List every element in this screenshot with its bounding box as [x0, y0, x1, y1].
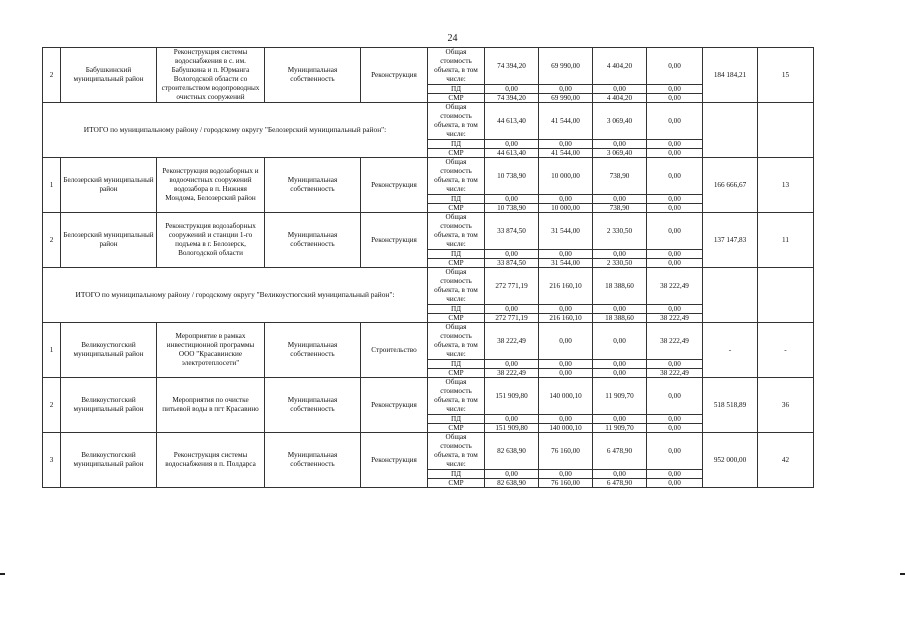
total-cost-cell: 33 874,50 [485, 213, 539, 250]
district-cell: Белозерский муниципальный район [61, 158, 157, 213]
other-funds-cell: 38 222,49 [647, 314, 703, 323]
other-funds-cell: 0,00 [647, 103, 703, 140]
district-cell: Бабушкинский муниципальный район [61, 48, 157, 103]
regional-funds-cell: 0,00 [593, 140, 647, 149]
total-cost-cell: 0,00 [485, 470, 539, 479]
regional-funds-cell: 0,00 [593, 195, 647, 204]
edge-mark [0, 573, 5, 575]
total-cost-cell: 82 638,90 [485, 433, 539, 470]
table-row [43, 48, 870, 85]
total-cost-cell: 0,00 [485, 195, 539, 204]
edge-mark [900, 573, 905, 575]
ownership-cell: Муниципальная собственность [265, 323, 361, 378]
empty-cell [703, 268, 758, 323]
regional-funds-cell: 0,00 [593, 85, 647, 94]
other-funds-cell: 0,00 [647, 213, 703, 250]
capacity-cell: - [703, 323, 758, 378]
ownership-cell: Муниципальная собственность [265, 158, 361, 213]
federal-funds-cell: 41 544,00 [539, 149, 593, 158]
total-cost-cell: 0,00 [485, 85, 539, 94]
total-cost-cell: 0,00 [485, 140, 539, 149]
federal-funds-cell: 0,00 [539, 140, 593, 149]
total-cost-cell: 272 771,19 [485, 314, 539, 323]
regional-funds-cell: 0,00 [593, 323, 647, 360]
cost-label-cell: Общая стоимость объекта, в том числе: [428, 323, 485, 360]
total-row [43, 103, 870, 140]
total-cost-cell: 10 738,90 [485, 204, 539, 213]
cost-label-cell: СМР [428, 204, 485, 213]
total-cost-cell: 74 394,20 [485, 94, 539, 103]
other-funds-cell: 0,00 [647, 433, 703, 470]
regional-funds-cell: 4 404,20 [593, 94, 647, 103]
capacity-cell: 166 666,67 [703, 158, 758, 213]
table-row [43, 323, 870, 360]
federal-funds-cell: 216 160,10 [539, 314, 593, 323]
total-cost-cell: 0,00 [485, 415, 539, 424]
federal-funds-cell: 0,00 [539, 195, 593, 204]
project-name-cell: Реконструкция водозаборных сооружений и станции 1-го подъема в г. Белозерск, Вологодской области [157, 213, 265, 268]
row-number: 1 [43, 158, 61, 213]
total-cost-cell: 0,00 [485, 305, 539, 314]
federal-funds-cell: 10 000,00 [539, 158, 593, 195]
project-name-cell: Мероприятие в рамках инвестиционной программы ООО "Красавинские электротеплосети" [157, 323, 265, 378]
federal-funds-cell: 31 544,00 [539, 259, 593, 268]
other-funds-cell: 0,00 [647, 250, 703, 259]
cost-label-cell: Общая стоимость объекта, в том числе: [428, 213, 485, 250]
table-row [43, 158, 870, 195]
federal-funds-cell: 140 000,10 [539, 378, 593, 415]
row-number: 1 [43, 323, 61, 378]
other-funds-cell: 0,00 [647, 305, 703, 314]
cost-label-cell: ПД [428, 195, 485, 204]
federal-funds-cell: 0,00 [539, 470, 593, 479]
project-name-cell: Мероприятия по очистке питьевой воды в пгт Красавино [157, 378, 265, 433]
total-cost-cell: 0,00 [485, 360, 539, 369]
cost-label-cell: Общая стоимость объекта, в том числе: [428, 433, 485, 470]
cost-label-cell: СМР [428, 479, 485, 488]
cost-label-cell: СМР [428, 259, 485, 268]
federal-funds-cell: 140 000,10 [539, 424, 593, 433]
regional-funds-cell: 0,00 [593, 250, 647, 259]
cost-label-cell: ПД [428, 470, 485, 479]
capacity-cell: 137 147,83 [703, 213, 758, 268]
regional-funds-cell: 738,90 [593, 158, 647, 195]
indicator-cell: 42 [758, 433, 814, 488]
project-name-cell: Реконструкция системы водоснабжения в п. Полдарса [157, 433, 265, 488]
regional-funds-cell: 0,00 [593, 415, 647, 424]
ownership-cell: Муниципальная собственность [265, 378, 361, 433]
empty-cell [703, 103, 758, 158]
other-funds-cell: 38 222,49 [647, 268, 703, 305]
total-row [43, 268, 870, 305]
itogo-label: ИТОГО по муниципальному району / городскому округу "Великоустюгский муниципальный район": [43, 268, 428, 323]
project-name-cell: Реконструкция системы водоснабжения в с. им. Бабушкина и п. Юрманга Вологодской области со строительством водопроводных очистных сооружений [157, 48, 265, 103]
other-funds-cell: 0,00 [647, 149, 703, 158]
investment-table [42, 47, 870, 488]
federal-funds-cell: 0,00 [539, 369, 593, 378]
other-funds-cell: 0,00 [647, 158, 703, 195]
row-number: 2 [43, 48, 61, 103]
other-funds-cell: 0,00 [647, 204, 703, 213]
other-funds-cell: 0,00 [647, 479, 703, 488]
cost-label-cell: ПД [428, 140, 485, 149]
cost-label-cell: Общая стоимость объекта, в том числе: [428, 48, 485, 85]
federal-funds-cell: 69 990,00 [539, 94, 593, 103]
cost-label-cell: ПД [428, 85, 485, 94]
cost-label-cell: СМР [428, 94, 485, 103]
other-funds-cell: 38 222,49 [647, 323, 703, 360]
total-cost-cell: 10 738,90 [485, 158, 539, 195]
other-funds-cell: 0,00 [647, 360, 703, 369]
total-cost-cell: 82 638,90 [485, 479, 539, 488]
capacity-cell: 518 518,89 [703, 378, 758, 433]
row-number: 2 [43, 378, 61, 433]
ownership-cell: Муниципальная собственность [265, 433, 361, 488]
table-row [43, 213, 870, 250]
indicator-cell: 11 [758, 213, 814, 268]
federal-funds-cell: 0,00 [539, 305, 593, 314]
capacity-cell: 184 184,21 [703, 48, 758, 103]
cost-label-cell: ПД [428, 360, 485, 369]
cost-label-cell: Общая стоимость объекта, в том числе: [428, 103, 485, 140]
district-cell: Великоустюгский муниципальный район [61, 323, 157, 378]
district-cell: Великоустюгский муниципальный район [61, 433, 157, 488]
federal-funds-cell: 0,00 [539, 360, 593, 369]
project-name-cell: Реконструкция водозаборных и водоочистных сооружений водозабора в п. Нижняя Мондома, Белозерский район [157, 158, 265, 213]
other-funds-cell: 0,00 [647, 48, 703, 85]
federal-funds-cell: 76 160,00 [539, 479, 593, 488]
regional-funds-cell: 2 330,50 [593, 213, 647, 250]
other-funds-cell: 0,00 [647, 140, 703, 149]
cost-label-cell: СМР [428, 149, 485, 158]
federal-funds-cell: 41 544,00 [539, 103, 593, 140]
table-row [43, 378, 870, 415]
itogo-label: ИТОГО по муниципальному району / городскому округу "Белозерский муниципальный район": [43, 103, 428, 158]
federal-funds-cell: 76 160,00 [539, 433, 593, 470]
regional-funds-cell: 0,00 [593, 470, 647, 479]
empty-cell [758, 268, 814, 323]
regional-funds-cell: 0,00 [593, 305, 647, 314]
work-type-cell: Реконструкция [361, 433, 428, 488]
cost-label-cell: Общая стоимость объекта, в том числе: [428, 268, 485, 305]
regional-funds-cell: 3 069,40 [593, 149, 647, 158]
page-number: 24 [447, 33, 458, 44]
total-cost-cell: 151 909,80 [485, 424, 539, 433]
work-type-cell: Реконструкция [361, 158, 428, 213]
regional-funds-cell: 18 388,60 [593, 268, 647, 305]
other-funds-cell: 0,00 [647, 195, 703, 204]
other-funds-cell: 0,00 [647, 259, 703, 268]
other-funds-cell: 0,00 [647, 85, 703, 94]
row-number: 2 [43, 213, 61, 268]
other-funds-cell: 0,00 [647, 94, 703, 103]
regional-funds-cell: 3 069,40 [593, 103, 647, 140]
regional-funds-cell: 11 909,70 [593, 424, 647, 433]
cost-label-cell: СМР [428, 424, 485, 433]
federal-funds-cell: 69 990,00 [539, 48, 593, 85]
regional-funds-cell: 4 404,20 [593, 48, 647, 85]
federal-funds-cell: 0,00 [539, 85, 593, 94]
total-cost-cell: 272 771,19 [485, 268, 539, 305]
regional-funds-cell: 2 330,50 [593, 259, 647, 268]
indicator-cell: 13 [758, 158, 814, 213]
federal-funds-cell: 31 544,00 [539, 213, 593, 250]
table-row [43, 433, 870, 470]
other-funds-cell: 0,00 [647, 470, 703, 479]
empty-cell [758, 103, 814, 158]
work-type-cell: Реконструкция [361, 48, 428, 103]
total-cost-cell: 0,00 [485, 250, 539, 259]
district-cell: Белозерский муниципальный район [61, 213, 157, 268]
work-type-cell: Строительство [361, 323, 428, 378]
total-cost-cell: 44 613,40 [485, 149, 539, 158]
total-cost-cell: 74 394,20 [485, 48, 539, 85]
total-cost-cell: 44 613,40 [485, 103, 539, 140]
federal-funds-cell: 216 160,10 [539, 268, 593, 305]
regional-funds-cell: 0,00 [593, 369, 647, 378]
capacity-cell: 952 000,00 [703, 433, 758, 488]
cost-label-cell: СМР [428, 369, 485, 378]
federal-funds-cell: 10 000,00 [539, 204, 593, 213]
regional-funds-cell: 6 478,90 [593, 433, 647, 470]
regional-funds-cell: 18 388,60 [593, 314, 647, 323]
indicator-cell: 36 [758, 378, 814, 433]
cost-label-cell: ПД [428, 305, 485, 314]
cost-label-cell: ПД [428, 415, 485, 424]
total-cost-cell: 38 222,49 [485, 369, 539, 378]
cost-label-cell: ПД [428, 250, 485, 259]
regional-funds-cell: 6 478,90 [593, 479, 647, 488]
regional-funds-cell: 0,00 [593, 360, 647, 369]
other-funds-cell: 0,00 [647, 415, 703, 424]
district-cell: Великоустюгский муниципальный район [61, 378, 157, 433]
cost-label-cell: Общая стоимость объекта, в том числе: [428, 158, 485, 195]
other-funds-cell: 0,00 [647, 424, 703, 433]
regional-funds-cell: 738,90 [593, 204, 647, 213]
work-type-cell: Реконструкция [361, 378, 428, 433]
ownership-cell: Муниципальная собственность [265, 213, 361, 268]
regional-funds-cell: 11 909,70 [593, 378, 647, 415]
row-number: 3 [43, 433, 61, 488]
federal-funds-cell: 0,00 [539, 250, 593, 259]
ownership-cell: Муниципальная собственность [265, 48, 361, 103]
indicator-cell: 15 [758, 48, 814, 103]
cost-label-cell: СМР [428, 314, 485, 323]
total-cost-cell: 38 222,49 [485, 323, 539, 360]
other-funds-cell: 0,00 [647, 378, 703, 415]
total-cost-cell: 33 874,50 [485, 259, 539, 268]
indicator-cell: - [758, 323, 814, 378]
work-type-cell: Реконструкция [361, 213, 428, 268]
other-funds-cell: 38 222,49 [647, 369, 703, 378]
federal-funds-cell: 0,00 [539, 323, 593, 360]
cost-label-cell: Общая стоимость объекта, в том числе: [428, 378, 485, 415]
federal-funds-cell: 0,00 [539, 415, 593, 424]
total-cost-cell: 151 909,80 [485, 378, 539, 415]
